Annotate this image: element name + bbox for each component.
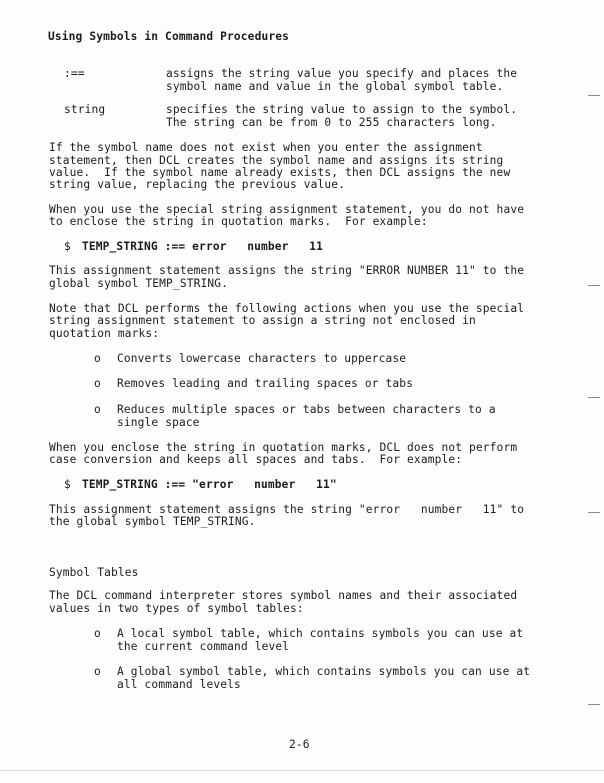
margin-mark xyxy=(588,704,600,705)
definition-term: string xyxy=(64,103,106,116)
section-heading: Symbol Tables xyxy=(49,566,139,579)
paragraph-line: global symbol TEMP_STRING. xyxy=(49,277,229,290)
bullet-text: Removes leading and trailing spaces or tabs xyxy=(117,377,414,390)
paragraph-line: If the symbol name does not exist when you enter the assignment xyxy=(49,141,483,154)
margin-mark xyxy=(588,285,600,286)
command-example: TEMP_STRING :== "error number 11" xyxy=(82,478,337,491)
bullet-text: A global symbol table, which contains symbols you can use at xyxy=(117,665,531,678)
command-example: TEMP_STRING :== error number 11 xyxy=(82,240,323,253)
page-edge-rule xyxy=(0,770,604,771)
command-prompt: $ xyxy=(64,478,71,491)
bullet-marker: o xyxy=(94,665,101,678)
command-prompt: $ xyxy=(64,240,71,253)
definition-text: assigns the string value you specify and places the xyxy=(166,67,518,80)
paragraph-line: values in two types of symbol tables: xyxy=(49,602,304,615)
bullet-marker: o xyxy=(94,627,101,640)
bullet-text: A local symbol table, which contains symbols you can use at xyxy=(117,627,524,640)
paragraph-line: quotation marks: xyxy=(49,327,160,340)
bullet-marker: o xyxy=(94,377,101,390)
paragraph-line: string value, replacing the previous value. xyxy=(49,178,346,191)
paragraph-line: statement, then DCL creates the symbol name and assigns its string xyxy=(49,154,504,167)
paragraph-line: Note that DCL performs the following actions when you use the special xyxy=(49,302,525,315)
bullet-text: Converts lowercase characters to uppercase xyxy=(117,352,407,365)
bullet-marker: o xyxy=(94,352,101,365)
paragraph-line: value. If the symbol name already exists, then DCL assigns the new xyxy=(49,166,511,179)
paragraph-line: When you enclose the string in quotation marks, DCL does not perform xyxy=(49,441,518,454)
bullet-marker: o xyxy=(94,403,101,416)
bullet-text: all command levels xyxy=(117,678,241,691)
margin-mark xyxy=(588,397,600,398)
bullet-text: the current command level xyxy=(117,640,290,653)
margin-mark xyxy=(588,95,600,96)
definition-term: :== xyxy=(64,67,85,80)
paragraph-line: When you use the special string assignment statement, you do not have xyxy=(49,203,525,216)
paragraph-line: the global symbol TEMP_STRING. xyxy=(49,515,256,528)
paragraph-line: This assignment statement assigns the string "ERROR NUMBER 11" to the xyxy=(49,264,525,277)
margin-mark xyxy=(588,512,600,513)
bullet-text: Reduces multiple spaces or tabs between characters to a xyxy=(117,403,496,416)
paragraph-line: to enclose the string in quotation marks. For example: xyxy=(49,215,428,228)
definition-text: specifies the string value to assign to the symbol. xyxy=(166,103,518,116)
page-header-title: Using Symbols in Command Procedures xyxy=(48,30,289,43)
definition-text: symbol name and value in the global symbol table. xyxy=(166,80,504,93)
definition-text: The string can be from 0 to 255 characters long. xyxy=(166,116,497,129)
page-number: 2-6 xyxy=(289,738,310,751)
paragraph-line: This assignment statement assigns the string "error number 11" to xyxy=(49,503,525,516)
paragraph-line: case conversion and keeps all spaces and tabs. For example: xyxy=(49,453,463,466)
paragraph-line: string assignment statement to assign a string not enclosed in xyxy=(49,314,476,327)
paragraph-line: The DCL command interpreter stores symbol names and their associated xyxy=(49,589,518,602)
bullet-text: single space xyxy=(117,416,200,429)
